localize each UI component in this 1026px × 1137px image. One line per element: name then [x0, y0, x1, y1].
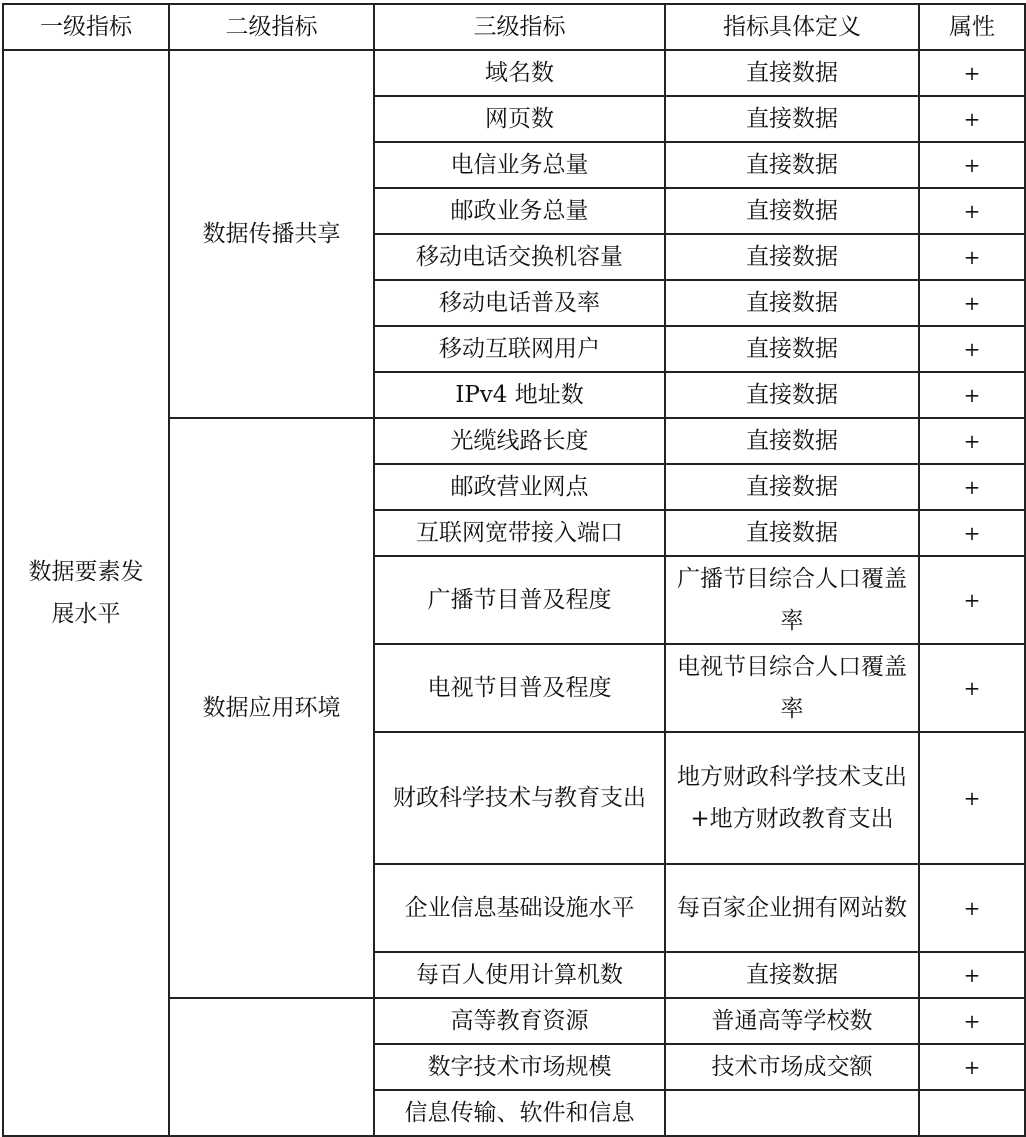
level1-cell: 数据要素发展水平 [3, 50, 169, 1136]
attribute-cell: + [919, 952, 1025, 998]
level3-cell: 邮政业务总量 [374, 188, 665, 234]
attribute-cell: + [919, 280, 1025, 326]
attribute-cell: + [919, 556, 1025, 644]
attribute-cell: + [919, 732, 1025, 864]
table-row [3, 50, 1025, 96]
definition-cell: 直接数据 [665, 464, 919, 510]
definition-cell: 直接数据 [665, 234, 919, 280]
definition-cell: 电视节目综合人口覆盖率 [665, 644, 919, 732]
level3-cell: 光缆线路长度 [374, 418, 665, 464]
attribute-cell: + [919, 372, 1025, 418]
level3-cell: 广播节目普及程度 [374, 556, 665, 644]
level3-cell: IPv4 地址数 [374, 372, 665, 418]
level3-cell: 财政科学技术与教育支出 [374, 732, 665, 864]
level2-cell: 数据传播共享 [169, 50, 374, 418]
attribute-cell: + [919, 142, 1025, 188]
level3-cell: 电视节目普及程度 [374, 644, 665, 732]
attribute-cell: + [919, 50, 1025, 96]
level3-cell: 信息传输、软件和信息 [374, 1090, 665, 1136]
definition-cell: 直接数据 [665, 142, 919, 188]
definition-cell: 技术市场成交额 [665, 1044, 919, 1090]
definition-cell: 直接数据 [665, 96, 919, 142]
level3-cell: 移动电话交换机容量 [374, 234, 665, 280]
level2-cell [169, 998, 374, 1136]
definition-cell: 直接数据 [665, 50, 919, 96]
definition-cell: 广播节目综合人口覆盖率 [665, 556, 919, 644]
definition-cell: 直接数据 [665, 188, 919, 234]
level3-cell: 移动互联网用户 [374, 326, 665, 372]
level3-cell: 数字技术市场规模 [374, 1044, 665, 1090]
level3-cell: 高等教育资源 [374, 998, 665, 1044]
definition-cell: 普通高等学校数 [665, 998, 919, 1044]
attribute-cell: + [919, 188, 1025, 234]
level3-cell: 每百人使用计算机数 [374, 952, 665, 998]
level3-cell: 企业信息基础设施水平 [374, 864, 665, 952]
definition-cell: 直接数据 [665, 952, 919, 998]
attribute-cell: + [919, 96, 1025, 142]
definition-cell: 直接数据 [665, 372, 919, 418]
header-attribute: 属性 [919, 4, 1025, 50]
level3-cell: 互联网宽带接入端口 [374, 510, 665, 556]
attribute-cell: + [919, 326, 1025, 372]
level3-cell: 网页数 [374, 96, 665, 142]
definition-cell: 地方财政科学技术支出+地方财政教育支出 [665, 732, 919, 864]
definition-cell: 直接数据 [665, 418, 919, 464]
definition-cell: 直接数据 [665, 510, 919, 556]
level2-cell: 数据应用环境 [169, 418, 374, 998]
attribute-cell: + [919, 464, 1025, 510]
definition-cell: 直接数据 [665, 326, 919, 372]
header-row [3, 4, 1025, 50]
definition-cell [665, 1090, 919, 1136]
header-definition: 指标具体定义 [665, 4, 919, 50]
attribute-cell: + [919, 1044, 1025, 1090]
level3-cell: 电信业务总量 [374, 142, 665, 188]
attribute-cell: + [919, 510, 1025, 556]
attribute-cell [919, 1090, 1025, 1136]
header-level2: 二级指标 [169, 4, 374, 50]
definition-cell: 每百家企业拥有网站数 [665, 864, 919, 952]
definition-cell: 直接数据 [665, 280, 919, 326]
attribute-cell: + [919, 418, 1025, 464]
attribute-cell: + [919, 234, 1025, 280]
header-level1: 一级指标 [3, 4, 169, 50]
header-level3: 三级指标 [374, 4, 665, 50]
level3-cell: 域名数 [374, 50, 665, 96]
attribute-cell: + [919, 644, 1025, 732]
attribute-cell: + [919, 998, 1025, 1044]
level3-cell: 邮政营业网点 [374, 464, 665, 510]
indicator-table [2, 3, 1026, 1137]
attribute-cell: + [919, 864, 1025, 952]
level3-cell: 移动电话普及率 [374, 280, 665, 326]
